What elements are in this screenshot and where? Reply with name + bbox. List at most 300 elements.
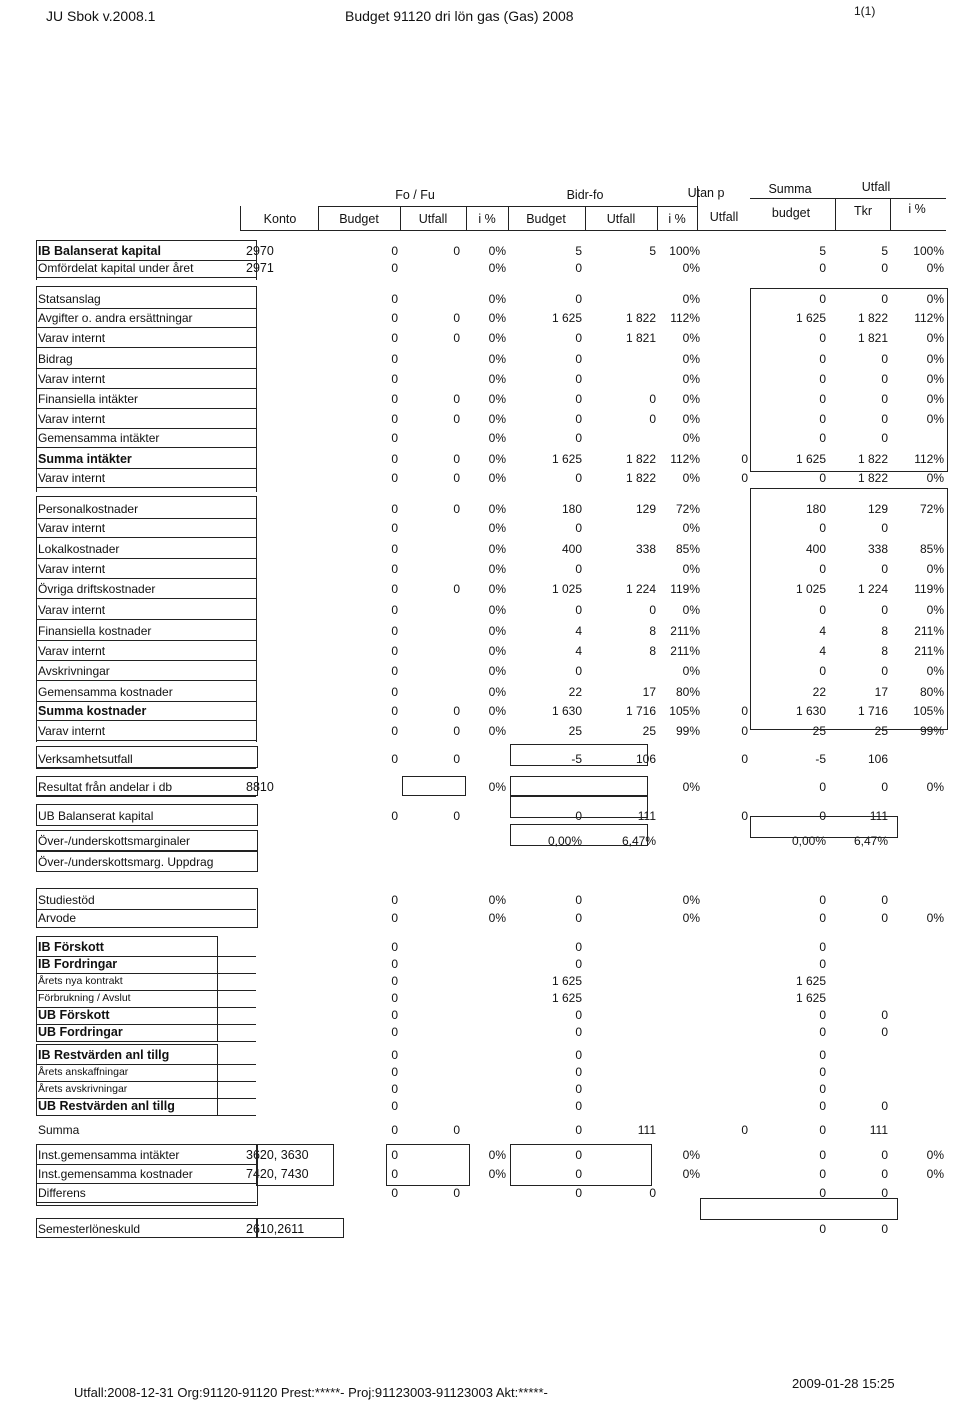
header-budget-summa: budget	[771, 206, 811, 220]
value-cell: 0%	[488, 664, 506, 678]
value-cell: 400	[805, 542, 826, 556]
value-cell: 0	[741, 471, 748, 485]
value-cell: 0%	[488, 331, 506, 345]
value-cell: 0	[575, 957, 582, 971]
footer-timestamp: 2009-01-28 15:25	[792, 1376, 895, 1391]
value-cell: 0	[453, 582, 460, 596]
value-cell: 0	[391, 1082, 398, 1096]
footer-filter: Utfall:2008-12-31 Org:91120-91120 Prest:*****- Proj:91123003-91123003 Akt:*****-	[74, 1385, 548, 1400]
value-cell: 0	[391, 372, 398, 386]
value-cell: 0	[819, 1025, 826, 1039]
value-cell: 106	[867, 752, 888, 766]
value-cell: 0%	[488, 911, 506, 925]
value-cell: 99%	[675, 724, 700, 738]
value-cell: -5	[815, 752, 826, 766]
value-cell: 0	[391, 940, 398, 954]
value-cell: 0	[453, 331, 460, 345]
value-cell: 0	[819, 1148, 826, 1162]
value-cell: 0	[819, 412, 826, 426]
value-cell: 0	[881, 1099, 888, 1113]
value-cell: -5	[571, 752, 582, 766]
value-cell: 0	[575, 1123, 582, 1137]
row-label: Varav internt	[38, 562, 106, 576]
value-cell: 0%	[926, 372, 944, 386]
value-cell: 0%	[488, 1167, 506, 1181]
value-cell: 0%	[488, 780, 506, 794]
value-cell: 211%	[914, 644, 944, 658]
value-cell: 0	[391, 911, 398, 925]
value-cell: 0%	[682, 893, 700, 907]
row-label: Summa intäkter	[38, 452, 132, 466]
value-cell: 0	[881, 1186, 888, 1200]
value-cell: 0	[649, 392, 656, 406]
value-cell: 0%	[926, 412, 944, 426]
value-cell: 129	[867, 502, 888, 516]
value-cell: 4	[575, 624, 582, 638]
value-cell: 0	[881, 521, 888, 535]
value-cell: 0	[819, 372, 826, 386]
row-label: Övriga driftskostnader	[38, 582, 156, 596]
value-cell: 0%	[682, 331, 700, 345]
value-cell: 0	[391, 521, 398, 535]
value-cell: 0	[391, 502, 398, 516]
value-cell: 0%	[926, 1167, 944, 1181]
value-cell: 0	[391, 431, 398, 445]
value-cell: 0	[819, 911, 826, 925]
value-cell: 5	[819, 244, 826, 258]
value-cell: 0	[391, 664, 398, 678]
value-cell: 0%	[926, 603, 944, 617]
value-cell: 1 625	[795, 991, 826, 1005]
value-cell: 85%	[919, 542, 944, 556]
value-cell: 0%	[488, 431, 506, 445]
value-cell: 0	[741, 452, 748, 466]
value-cell: 0	[391, 261, 398, 275]
value-cell: 0	[575, 471, 582, 485]
value-cell: 0%	[488, 562, 506, 576]
row-label: Finansiella kostnader	[38, 624, 152, 638]
value-cell: 111	[637, 1123, 656, 1137]
row-label: Årets nya kontrakt	[38, 975, 123, 987]
value-cell: 0%	[682, 562, 700, 576]
row-label: Varav internt	[38, 331, 106, 345]
value-cell: 0	[881, 664, 888, 678]
header-bidr-fo: Bidr-fo	[566, 188, 604, 202]
row-label: Statsanslag	[38, 292, 101, 306]
value-cell: 0	[391, 1099, 398, 1113]
header-tkr: Tkr	[853, 204, 873, 218]
value-cell: 0	[575, 562, 582, 576]
row-label: IB Balanserat kapital	[38, 244, 161, 258]
value-cell: 1 821	[625, 331, 656, 345]
value-cell: 5	[881, 244, 888, 258]
value-cell: 0	[881, 1148, 888, 1162]
value-cell: 0%	[682, 392, 700, 406]
value-cell: 0	[391, 352, 398, 366]
value-cell: 400	[561, 542, 582, 556]
value-cell: 0%	[488, 292, 506, 306]
value-cell: 338	[867, 542, 888, 556]
value-cell: 22	[812, 685, 826, 699]
value-cell: 0	[391, 1025, 398, 1039]
value-cell: 0	[881, 412, 888, 426]
value-cell: 1 822	[625, 471, 656, 485]
value-cell: 0	[453, 471, 460, 485]
value-cell: 0	[575, 331, 582, 345]
value-cell: 0%	[488, 502, 506, 516]
value-cell: 0	[391, 244, 398, 258]
value-cell: 99%	[919, 724, 944, 738]
value-cell: 1 025	[551, 582, 582, 596]
value-cell: 0%	[682, 261, 700, 275]
value-cell: 0	[881, 292, 888, 306]
row-label: Varav internt	[38, 521, 106, 535]
value-cell: 0	[819, 893, 826, 907]
value-cell: 0	[575, 1008, 582, 1022]
value-cell: 0	[575, 1082, 582, 1096]
value-cell: 0	[819, 957, 826, 971]
value-cell: 0%	[488, 582, 506, 596]
value-cell: 6,47%	[621, 834, 656, 848]
value-cell: 0	[819, 471, 826, 485]
value-cell: 0%	[682, 664, 700, 678]
value-cell: 1 625	[551, 452, 582, 466]
header-ipct-bidr: i %	[668, 212, 686, 226]
value-cell: 0%	[488, 624, 506, 638]
value-cell: 0	[575, 292, 582, 306]
value-cell: 0	[649, 603, 656, 617]
value-cell: 0%	[488, 685, 506, 699]
value-cell: 0	[575, 261, 582, 275]
value-cell: 0%	[488, 704, 506, 718]
value-cell: 0%	[488, 412, 506, 426]
row-label: Över-/underskottsmarginaler	[38, 834, 191, 848]
value-cell: 0	[575, 372, 582, 386]
value-cell: 0	[819, 1082, 826, 1096]
value-cell: 0	[819, 1048, 826, 1062]
value-cell: 0	[575, 352, 582, 366]
value-cell: 25	[874, 724, 888, 738]
value-cell: 0	[881, 780, 888, 794]
value-cell: 0	[881, 372, 888, 386]
value-cell: 0%	[682, 412, 700, 426]
value-cell: 0	[819, 392, 826, 406]
value-cell: 6,47%	[853, 834, 888, 848]
value-cell: 0	[453, 244, 460, 258]
row-label: Lokalkostnader	[38, 542, 120, 556]
header-utan-p: Utan p	[687, 186, 725, 200]
value-cell: 0,00%	[547, 834, 582, 848]
value-cell: 0	[391, 624, 398, 638]
value-cell: 0	[649, 1186, 656, 1200]
value-cell: 0	[819, 1099, 826, 1113]
value-cell: 0%	[926, 392, 944, 406]
row-label: Varav internt	[38, 412, 106, 426]
value-cell: 0%	[488, 1148, 506, 1162]
row-label: Summa kostnader	[38, 704, 147, 718]
konto-cell: 2970	[246, 244, 274, 258]
value-cell: 0%	[926, 261, 944, 275]
value-cell: 0%	[682, 471, 700, 485]
value-cell: 100%	[913, 244, 944, 258]
value-cell: 0	[391, 471, 398, 485]
value-cell: 8	[649, 624, 656, 638]
value-cell: 5	[575, 244, 582, 258]
value-cell: 0	[741, 724, 748, 738]
value-cell: 0	[819, 664, 826, 678]
value-cell: 0	[741, 809, 748, 823]
header-konto: Konto	[263, 212, 297, 226]
value-cell: 0%	[488, 372, 506, 386]
row-label: UB Restvärden anl tillg	[38, 1099, 175, 1113]
value-cell: 0	[819, 562, 826, 576]
value-cell: 0%	[926, 471, 944, 485]
value-cell: 0	[391, 331, 398, 345]
header-utfall-bidr: Utfall	[606, 212, 636, 226]
value-cell: 0	[575, 1048, 582, 1062]
value-cell: 0	[575, 664, 582, 678]
value-cell: 0%	[682, 911, 700, 925]
value-cell: 0%	[682, 431, 700, 445]
header-fo-fu: Fo / Fu	[395, 188, 435, 202]
value-cell: 22	[568, 685, 582, 699]
row-label: Gemensamma intäkter	[38, 431, 160, 445]
value-cell: 1 822	[625, 311, 656, 325]
value-cell: 106	[635, 752, 656, 766]
value-cell: 4	[575, 644, 582, 658]
value-cell: 0%	[488, 261, 506, 275]
value-cell: 0%	[488, 352, 506, 366]
row-label: Avskrivningar	[38, 664, 110, 678]
value-cell: 0%	[926, 352, 944, 366]
value-cell: 0	[881, 392, 888, 406]
sbok-version: JU Sbok v.2008.1	[46, 8, 156, 24]
row-label: Över-/underskottsmarg. Uppdrag	[38, 855, 214, 869]
header-utfall-fofu: Utfall	[418, 212, 448, 226]
row-label: Varav internt	[38, 644, 106, 658]
value-cell: 0	[391, 562, 398, 576]
value-cell: 0	[575, 392, 582, 406]
value-cell: 25	[568, 724, 582, 738]
value-cell: 72%	[919, 502, 944, 516]
value-cell: 0%	[926, 1148, 944, 1162]
value-cell: 0	[881, 431, 888, 445]
value-cell: 0	[391, 292, 398, 306]
document-title: Budget 91120 dri lön gas (Gas) 2008	[345, 8, 574, 24]
row-label: Semesterlöneskuld	[38, 1222, 141, 1236]
value-cell: 25	[812, 724, 826, 738]
value-cell: 112%	[914, 452, 944, 466]
value-cell: 0%	[488, 471, 506, 485]
value-cell: 0	[391, 1008, 398, 1022]
value-cell: 0%	[682, 352, 700, 366]
value-cell: 0	[575, 1167, 582, 1181]
value-cell: 0	[575, 911, 582, 925]
value-cell: 338	[635, 542, 656, 556]
value-cell: 0	[391, 392, 398, 406]
value-cell: 0	[575, 1065, 582, 1079]
row-label: Avgifter o. andra ersättningar	[38, 311, 193, 325]
header-budget-bidr: Budget	[526, 212, 566, 226]
value-cell: 0	[819, 780, 826, 794]
value-cell: 0	[453, 311, 460, 325]
value-cell: 0	[391, 644, 398, 658]
value-cell: 1 625	[795, 452, 826, 466]
value-cell: 0	[575, 1099, 582, 1113]
value-cell: 1 224	[625, 582, 656, 596]
value-cell: 0%	[926, 292, 944, 306]
row-label: Finansiella intäkter	[38, 392, 139, 406]
row-label: UB Fordringar	[38, 1025, 123, 1039]
value-cell: 0%	[926, 562, 944, 576]
value-cell: 80%	[675, 685, 700, 699]
value-cell: 1 822	[857, 311, 888, 325]
row-label: Förbrukning / Avslut	[38, 992, 131, 1004]
row-label: Omfördelat kapital under året	[38, 261, 194, 275]
value-cell: 0	[453, 1123, 460, 1137]
value-cell: 17	[642, 685, 656, 699]
value-cell: 111	[869, 809, 888, 823]
value-cell: 0	[819, 1065, 826, 1079]
konto-cell: 7420, 7430	[246, 1167, 309, 1181]
value-cell: 1 625	[795, 974, 826, 988]
value-cell: 0	[819, 261, 826, 275]
value-cell: 0%	[682, 603, 700, 617]
row-label: Studiestöd	[38, 893, 95, 907]
row-label: Varav internt	[38, 603, 106, 617]
value-cell: 1 822	[857, 471, 888, 485]
row-label: Verksamhetsutfall	[38, 752, 133, 766]
value-cell: 8	[649, 644, 656, 658]
page-number: 1(1)	[854, 4, 876, 18]
value-cell: 1 625	[795, 311, 826, 325]
value-cell: 0	[819, 1222, 826, 1236]
value-cell: 0	[819, 1008, 826, 1022]
value-cell: 1 625	[551, 974, 582, 988]
value-cell: 100%	[669, 244, 700, 258]
value-cell: 112%	[670, 311, 700, 325]
value-cell: 105%	[669, 704, 700, 718]
konto-cell: 2971	[246, 261, 274, 275]
value-cell: 0%	[682, 1167, 700, 1181]
value-cell: 1 224	[857, 582, 888, 596]
value-cell: 0	[819, 431, 826, 445]
value-cell: 0	[741, 1123, 748, 1137]
header-utfall-group: Utfall	[861, 180, 891, 194]
value-cell: 0	[391, 1148, 398, 1162]
value-cell: 0	[575, 521, 582, 535]
value-cell: 0	[881, 261, 888, 275]
value-cell: 0%	[488, 724, 506, 738]
value-cell: 0	[391, 991, 398, 1005]
value-cell: 17	[874, 685, 888, 699]
value-cell: 0	[575, 412, 582, 426]
value-cell: 0	[453, 809, 460, 823]
row-label: Resultat från andelar i db	[38, 780, 173, 794]
value-cell: 0	[881, 1025, 888, 1039]
value-cell: 0	[881, 352, 888, 366]
value-cell: 0	[391, 311, 398, 325]
value-cell: 0	[453, 452, 460, 466]
value-cell: 0	[575, 940, 582, 954]
value-cell: 0%	[488, 311, 506, 325]
value-cell: 1 822	[625, 452, 656, 466]
row-label: Differens	[38, 1186, 86, 1200]
value-cell: 1 821	[857, 331, 888, 345]
value-cell: 80%	[919, 685, 944, 699]
value-cell: 0	[819, 1186, 826, 1200]
value-cell: 211%	[914, 624, 944, 638]
value-cell: 0	[391, 893, 398, 907]
value-cell: 72%	[675, 502, 700, 516]
value-cell: 0	[575, 809, 582, 823]
value-cell: 0	[881, 562, 888, 576]
row-label: IB Förskott	[38, 940, 104, 954]
value-cell: 0	[453, 412, 460, 426]
row-label: Summa	[38, 1123, 80, 1137]
value-cell: 0	[453, 704, 460, 718]
value-cell: 1 716	[625, 704, 656, 718]
value-cell: 0	[881, 1167, 888, 1181]
value-cell: 0	[575, 1186, 582, 1200]
header-ipct-fofu: i %	[478, 212, 496, 226]
value-cell: 0	[819, 940, 826, 954]
row-label: Varav internt	[38, 471, 106, 485]
value-cell: 0,00%	[791, 834, 826, 848]
value-cell: 0	[453, 392, 460, 406]
value-cell: 4	[819, 644, 826, 658]
value-cell: 0%	[682, 1148, 700, 1162]
value-cell: 0	[391, 412, 398, 426]
row-label: Årets avskrivningar	[38, 1083, 128, 1095]
value-cell: 0	[453, 724, 460, 738]
konto-cell: 8810	[246, 780, 274, 794]
value-cell: 0	[391, 974, 398, 988]
value-cell: 0%	[488, 603, 506, 617]
value-cell: 0	[819, 292, 826, 306]
value-cell: 0	[575, 603, 582, 617]
row-label: IB Restvärden anl tillg	[38, 1048, 170, 1062]
value-cell: 0%	[926, 911, 944, 925]
value-cell: 0	[819, 809, 826, 823]
value-cell: 0	[819, 331, 826, 345]
value-cell: 0	[453, 752, 460, 766]
value-cell: 180	[561, 502, 582, 516]
row-label: Inst.gemensamma kostnader	[38, 1167, 193, 1181]
value-cell: 0	[391, 685, 398, 699]
header-summa: Summa	[768, 182, 812, 196]
value-cell: 0%	[488, 244, 506, 258]
value-cell: 0%	[488, 893, 506, 907]
value-cell: 0	[575, 431, 582, 445]
value-cell: 0	[819, 1123, 826, 1137]
value-cell: 0	[391, 582, 398, 596]
value-cell: 0	[391, 724, 398, 738]
value-cell: 119%	[914, 582, 944, 596]
header-budget-fofu: Budget	[339, 212, 379, 226]
value-cell: 85%	[675, 542, 700, 556]
value-cell: 1 822	[857, 452, 888, 466]
value-cell: 0	[453, 1186, 460, 1200]
value-cell: 0	[391, 704, 398, 718]
value-cell: 0%	[926, 780, 944, 794]
value-cell: 0%	[488, 452, 506, 466]
value-cell: 0%	[488, 644, 506, 658]
row-label: IB Fordringar	[38, 957, 118, 971]
value-cell: 119%	[670, 582, 700, 596]
value-cell: 112%	[914, 311, 944, 325]
value-cell: 1 630	[551, 704, 582, 718]
